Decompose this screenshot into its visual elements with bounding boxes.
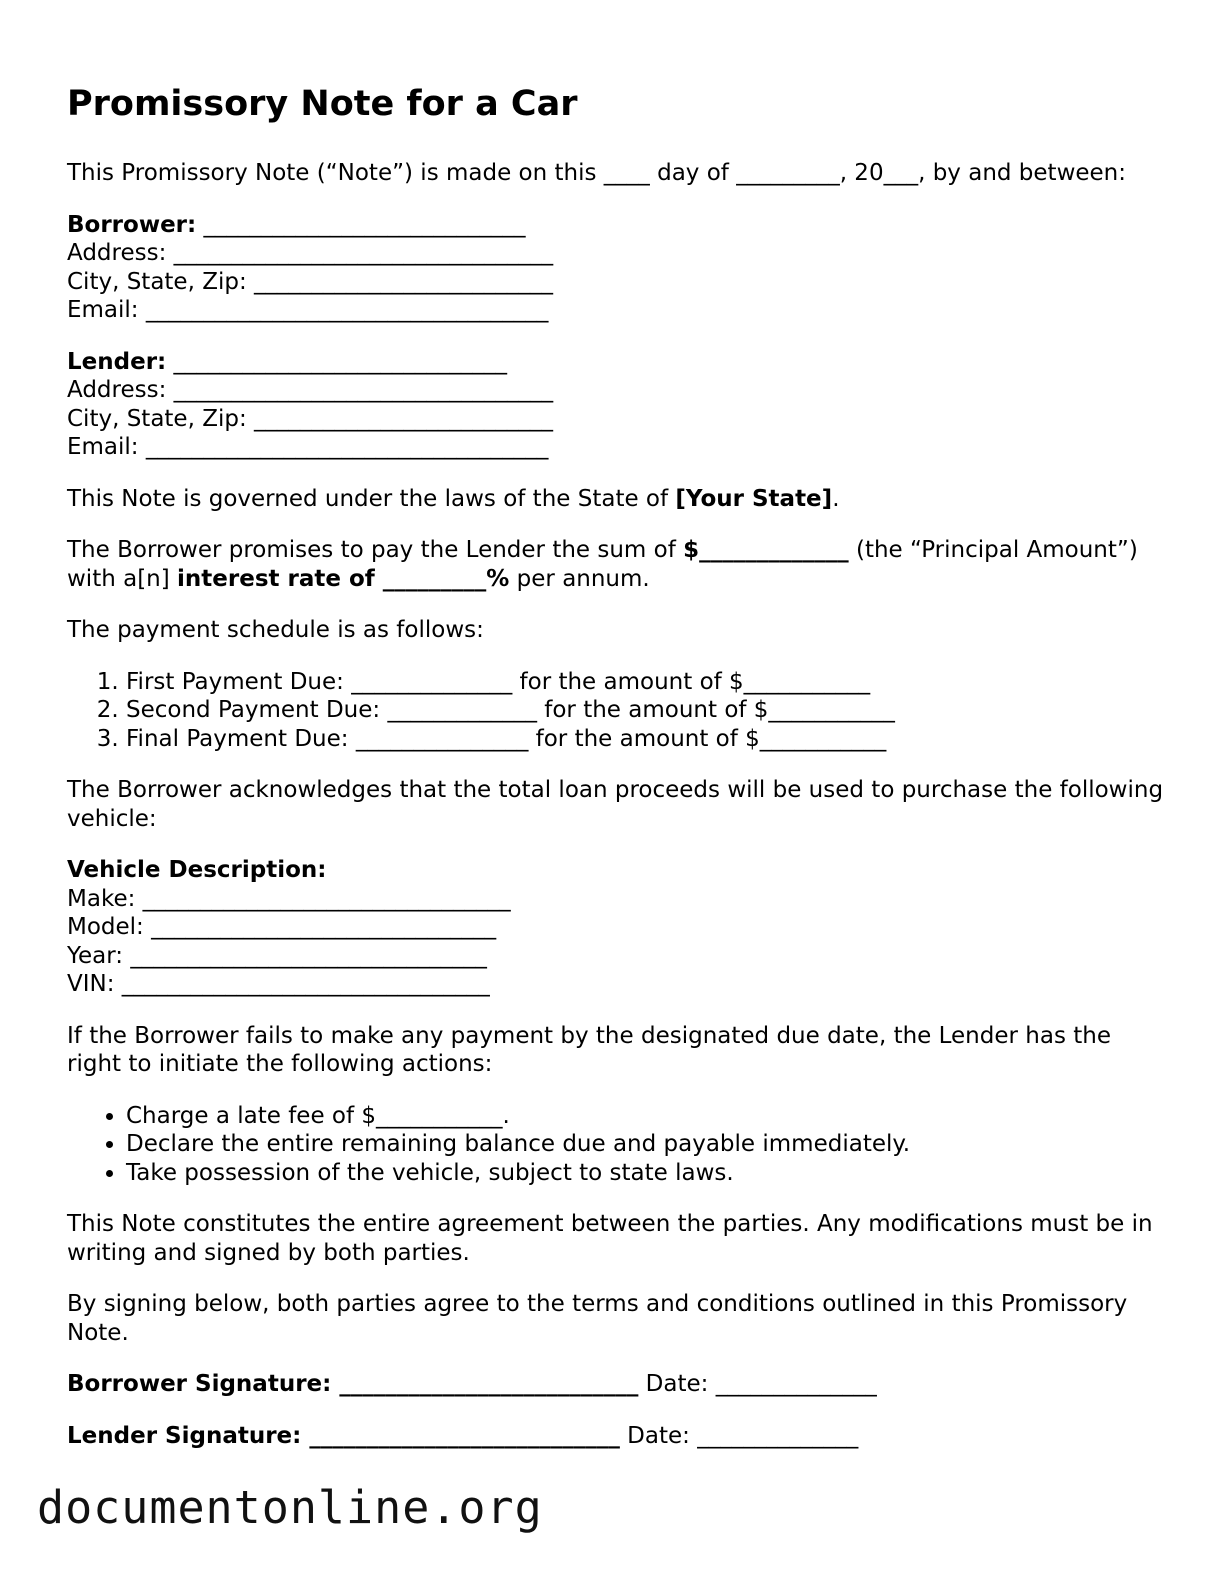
vehicle-intro: The Borrower acknowledges that the total loan proceeds will be used to purchase the following vehicle:: [67, 777, 1164, 832]
document-page: [67, 80, 1167, 1473]
lender-block: [67, 348, 1167, 462]
borrower-email: Email: ___________________________________: [67, 297, 549, 323]
schedule-intro: The payment schedule is as follows:: [67, 617, 484, 643]
borrower-address: Address: _________________________________: [67, 240, 554, 266]
payment-item: 3. Final Payment Due: _______________ for the amount of $___________: [126, 725, 1167, 754]
lender-name-blank: _____________________________: [173, 348, 508, 375]
lender-signature-label: Lender Signature: ___________________________: [67, 1422, 620, 1449]
principal-paragraph: [67, 536, 1167, 593]
default-action-item: • Declare the entire remaining balance due and payable immediately.: [126, 1130, 1167, 1159]
governing-state: [Your State]: [675, 485, 833, 512]
intro-paragraph: This Promissory Note (“Note”) is made on this ____ day of _________, 20___, by and between:: [67, 160, 1127, 186]
borrower-signature-label: Borrower Signature: __________________________: [67, 1371, 639, 1397]
default-action-item: • Charge a late fee of $___________.: [126, 1102, 1167, 1131]
vehicle-block: [67, 856, 1167, 999]
payment-item: 2. Second Payment Due: _____________ for the amount of $___________: [126, 696, 1167, 725]
borrower-name-blank: ____________________________: [203, 211, 526, 238]
watermark: documentonline.org: [37, 1481, 543, 1534]
governing-law-paragraph: [67, 485, 1167, 514]
governing-suffix: .: [832, 485, 840, 512]
borrower-block: [67, 211, 1167, 325]
vehicle-model: Model: ______________________________: [67, 914, 497, 940]
lender-label: Lender:: [67, 348, 167, 375]
signing-intro: By signing below, both parties agree to the terms and conditions outlined in this Promissory Note.: [67, 1291, 1128, 1346]
lender-email: Email: ___________________________________: [67, 434, 549, 460]
principal-suffix: per annum.: [509, 565, 650, 592]
interest-rate: interest rate of _________%: [177, 565, 510, 592]
borrower-signature-line: [67, 1370, 1167, 1399]
borrower-label: Borrower:: [67, 211, 197, 238]
default-intro: If the Borrower fails to make any payment by the designated due date, the Lender has the right to initiate the following actions:: [67, 1022, 1111, 1077]
page-title: Promissory Note for a Car: [67, 84, 578, 124]
lender-signature-date: Date: ______________: [619, 1422, 859, 1449]
vehicle-year: Year: _______________________________: [67, 942, 487, 969]
payment-item: 1. First Payment Due: ______________ for the amount of $___________: [126, 668, 1167, 697]
lender-address: Address: _________________________________: [67, 377, 554, 403]
borrower-city: City, State, Zip: __________________________: [67, 268, 554, 295]
principal-amount: $_____________: [683, 537, 849, 563]
vehicle-vin: VIN: ________________________________: [67, 971, 490, 997]
default-actions-list: [67, 1102, 1167, 1188]
entire-agreement-paragraph: This Note constitutes the entire agreement between the parties. Any modifications must be in writing and signed by both parties.: [67, 1211, 1153, 1266]
lender-name-line: [67, 348, 1167, 377]
borrower-signature-date: Date: ______________: [638, 1371, 877, 1397]
payment-schedule-list: [67, 668, 1167, 754]
principal-middle: (the “Principal Amount”) with a[n]: [67, 537, 1138, 592]
lender-signature-line: [67, 1422, 1167, 1451]
default-action-item: • Take possession of the vehicle, subject to state laws.: [126, 1159, 1167, 1188]
lender-city: City, State, Zip: __________________________: [67, 405, 554, 432]
principal-prefix: The Borrower promises to pay the Lender the sum of: [67, 537, 684, 563]
governing-prefix: This Note is governed under the laws of the State of: [67, 485, 676, 512]
borrower-name-line: [67, 211, 1167, 240]
vehicle-label: Vehicle Description:: [67, 857, 327, 883]
vehicle-make: Make: ________________________________: [67, 885, 511, 912]
